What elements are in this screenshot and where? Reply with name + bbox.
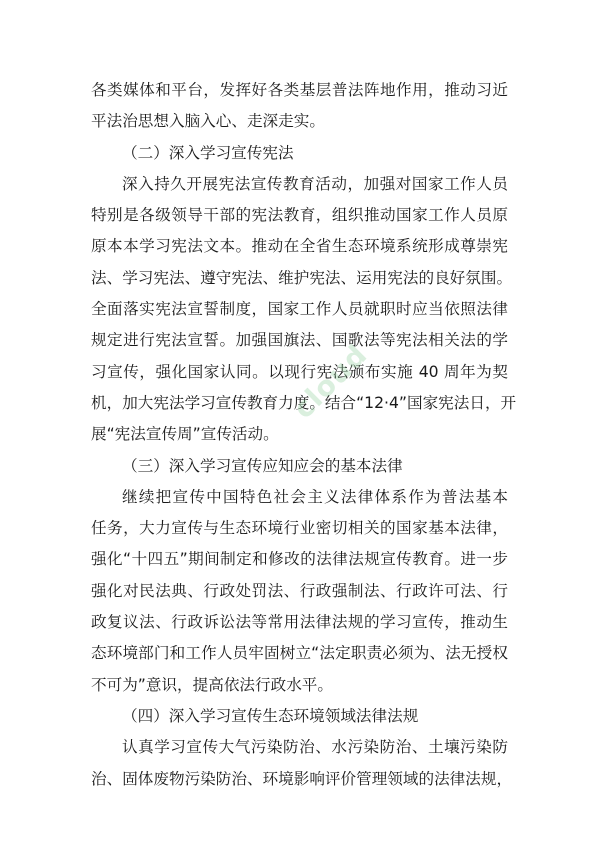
- text-line: 强化对民法典、行政处罚法、行政强制法、行政许可法、行: [91, 581, 508, 600]
- text-line: 深入持久开展宪法宣传教育活动，加强对国家工作人员: [122, 174, 508, 193]
- text-line: 继续把宣传中国特色社会主义法律体系作为普法基本: [122, 487, 508, 506]
- watermark: cloud: [286, 337, 374, 426]
- text-line: 认真学习宣传大气污染防治、水污染防治、土壤污染防: [122, 738, 508, 757]
- text-line: 政复议法、行政诉讼法等常用法律法规的学习宣传，推动生: [91, 613, 508, 632]
- text-line: 全面落实宪法宣誓制度，国家工作人员就职时应当依照法律: [91, 300, 508, 319]
- text-line: 不可为”意识，提高依法行政水平。: [91, 675, 333, 694]
- text-line: 规定进行宪法宣誓。加强国旗法、国歌法等宪法相关法的学: [91, 331, 508, 350]
- body-text: [91, 75, 517, 795]
- text-line: 各类媒体和平台，发挥好各类基层普法阵地作用，推动习近: [91, 81, 508, 99]
- text-line: 法、学习宪法、遵守宪法、维护宪法、运用宪法的良好氛围。: [91, 268, 513, 287]
- section-heading: （四）深入学习宣传生态环境领域法律法规: [122, 706, 419, 725]
- text-line: 强化“十四五”期间制定和修改的法律法规宣传教育。进一步: [91, 550, 508, 569]
- text-line: 机，加大宪法学习宣传教育力度。结合“12·4”国家宪法日，开: [91, 393, 517, 412]
- section-heading: （三）深入学习宣传应知应会的基本法律: [122, 456, 403, 475]
- text-line: 习宣传，强化国家认同。以现行宪法颁布实施 40 周年为契: [91, 362, 508, 381]
- text-line: 特别是各级领导干部的宪法教育，组织推动国家工作人员原: [91, 206, 508, 225]
- section-heading: （二）深入学习宣传宪法: [122, 143, 294, 162]
- text-line: 态环境部门和工作人员牢固树立“法定职责必须为、法无授权: [91, 644, 508, 663]
- text-line: 任务，大力宣传与生态环境行业密切相关的国家基本法律，: [91, 519, 508, 538]
- text-line: 治、固体废物污染防治、环境影响评价管理领域的法律法规，: [91, 769, 513, 788]
- text-line: 平法治思想入脑入心、走深走实。: [91, 112, 325, 131]
- text-line: 原本本学习宪法文本。推动在全省生态环境系统形成尊崇宪: [91, 237, 508, 256]
- text-line: 展“宪法宣传周”宣传活动。: [91, 425, 279, 444]
